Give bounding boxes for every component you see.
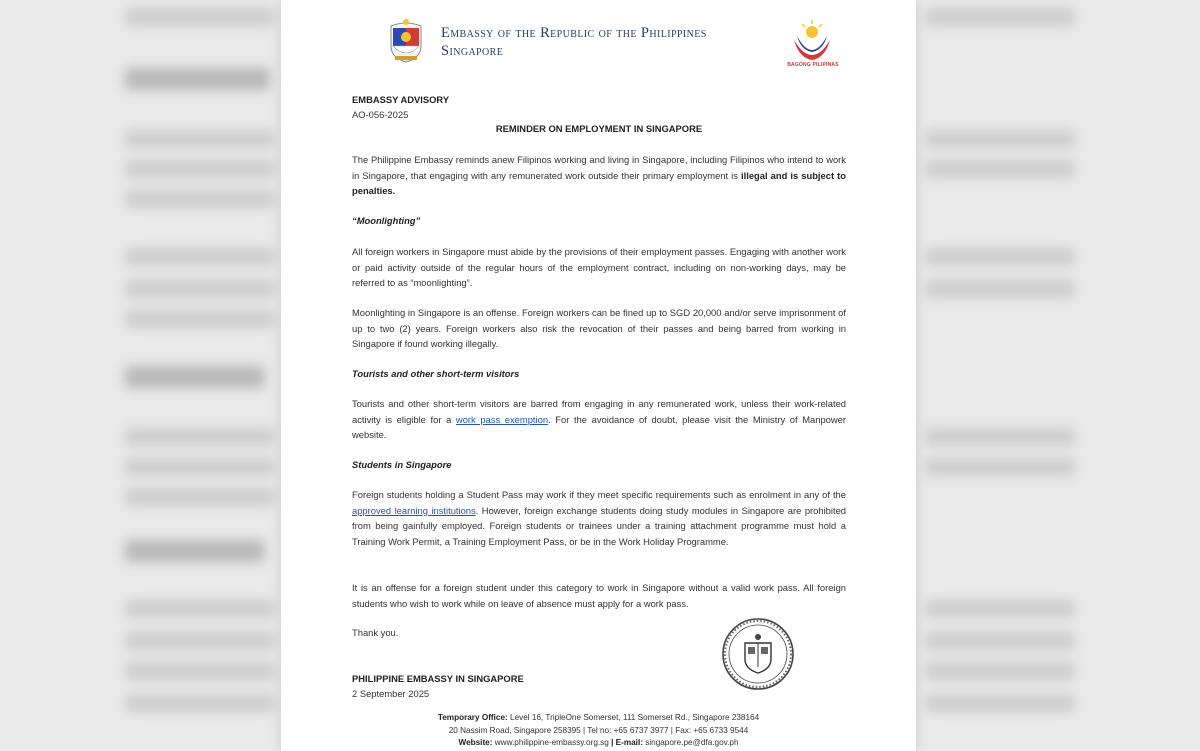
thank-you-text: Thank you. bbox=[352, 627, 399, 638]
letterhead-footer bbox=[281, 712, 916, 750]
footer-website-label: Website: bbox=[458, 738, 493, 747]
tourists-heading: Tourists and other short-term visitors bbox=[352, 368, 520, 379]
footer-office-label: Temporary Office: bbox=[437, 713, 508, 722]
footer-office-line bbox=[281, 712, 916, 725]
embassy-name-line1: Embassy of the Republic of the Philippines bbox=[441, 25, 707, 41]
philippine-coat-of-arms-icon bbox=[385, 16, 427, 64]
letterhead bbox=[281, 12, 916, 76]
intro-paragraph bbox=[352, 152, 846, 199]
embassy-official-seal-icon bbox=[721, 617, 795, 691]
intro-text: The Philippine Embassy reminds anew Filipinos working and living in Singapore, including Filipinos who intend to work in Singapore, that engaging with any remunerated work outside their primary employment is bbox=[352, 154, 846, 181]
moonlighting-paragraph-2: Moonlighting in Singapore is an offense. Foreign workers can be fined up to SGD 20,000 and/or serve imprisonment of up to two (2) years. Foreign workers also risk the revocation of their passes and being barred from working in Singapore if found working illegally. bbox=[352, 307, 846, 349]
bagong-pilipinas-logo-text: BAGONG PILIPINAS bbox=[787, 62, 839, 68]
moonlighting-heading: “Moonlighting” bbox=[352, 215, 421, 226]
students-heading: Students in Singapore bbox=[352, 459, 452, 470]
advisory-number: AO-056-2025 bbox=[352, 109, 409, 120]
signatory: PHILIPPINE EMBASSY IN SINGAPORE bbox=[352, 673, 524, 684]
embassy-name-line2: Singapore bbox=[441, 43, 504, 59]
moonlighting-paragraph-1: All foreign workers in Singapore must abide by the provisions of their employment passes. Engaging with another work or paid activity outside of the regular hours of the employment contract, including on non-working days, may be referred to as “moonlighting”. bbox=[352, 246, 846, 288]
tourists-paragraph bbox=[352, 396, 846, 443]
work-pass-exemption-link[interactable]: work pass exemption bbox=[455, 413, 549, 425]
footer-address-line: 20 Nassim Road, Singapore 258395 | Tel no: +65 6737 3977 | Fax: +65 6733 9544 bbox=[448, 725, 749, 735]
advisory-title: REMINDER ON EMPLOYMENT IN SINGAPORE bbox=[495, 123, 703, 134]
footer-contact-line bbox=[281, 737, 916, 750]
intro-bold-text: illegal and is subject to penalties. bbox=[352, 169, 846, 196]
advisory-date: 2 September 2025 bbox=[352, 688, 430, 699]
advisory-document bbox=[281, 0, 916, 751]
students-text-before: Foreign students holding a Student Pass may work if they meet specific requirements such as enrolment in any of the bbox=[352, 489, 846, 500]
students-text-after: . However, foreign exchange students doing study modules in Singapore are prohibited from being gainfully employed. Foreign students or trainees under a training attachment programme must hold a Training Work Permit, a Training Employment Pass, or be in the Work Holiday Programme. bbox=[352, 504, 847, 547]
tourists-text-before: Tourists and other short-term visitors are barred from engaging in any remunerated work, unless their work-related activity is eligible for a bbox=[352, 398, 846, 425]
footer-website[interactable]: www.philippine-embassy.org.sg bbox=[492, 738, 609, 747]
advisory-label: EMBASSY ADVISORY bbox=[352, 94, 450, 105]
embassy-name bbox=[441, 24, 801, 60]
footer-email-label: | E-mail: bbox=[608, 738, 643, 747]
students-paragraph-1 bbox=[352, 487, 846, 549]
footer-office-text: Level 16, TripleOne Somerset, 111 Somerset Rd., Singapore 238164 bbox=[507, 713, 760, 722]
tourists-text-after: . For the avoidance of doubt, please visit the Ministry of Manpower website. bbox=[352, 413, 846, 440]
approved-learning-institutions-link[interactable]: approved learning institutions bbox=[352, 504, 476, 516]
students-paragraph-2: It is an offense for a foreign student under this category to work in Singapore without a valid work pass. All foreign students who wish to work while on leave of absence must apply for a work pass. bbox=[352, 582, 846, 609]
footer-email[interactable]: singapore.pe@dfa.gov.ph bbox=[642, 738, 739, 747]
